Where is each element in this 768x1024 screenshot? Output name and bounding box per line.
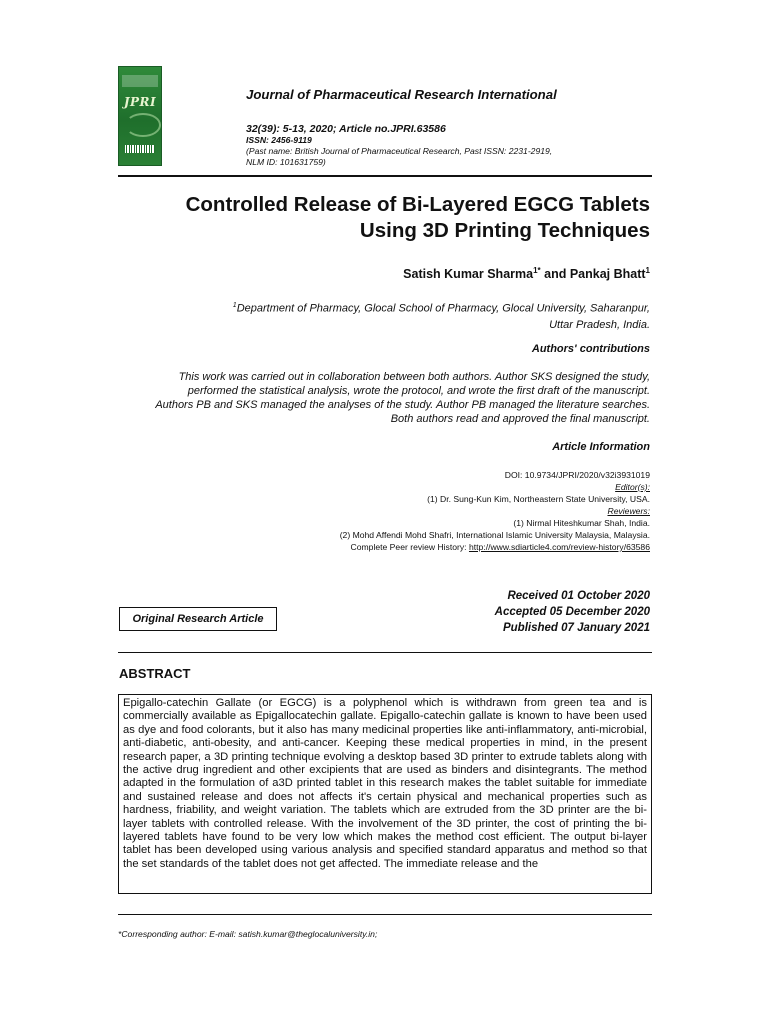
review-history-link[interactable]: http://www.sdiarticle4.com/review-history/63586: [468, 542, 650, 552]
contributions-text: [110, 370, 650, 426]
abstract-heading: ABSTRACT: [119, 666, 191, 681]
section-divider: [118, 652, 652, 653]
issn: ISSN: 2456-9119: [246, 135, 312, 145]
published-date: Published 07 January 2021: [502, 622, 650, 634]
contrib-line: Authors PB and SKS managed the analyses of the study. Author PB managed the literature searches.: [155, 399, 650, 411]
footnote-divider: [118, 914, 652, 915]
abstract-box: [118, 694, 652, 894]
author-connector: and: [540, 267, 570, 282]
contributions-heading: Authors' contributions: [531, 343, 650, 355]
affil-line2: Uttar Pradesh, India.: [549, 318, 650, 331]
reviewer-item: (1) Nirmal Hiteshkumar Shah, India.: [513, 518, 650, 528]
doi[interactable]: DOI: 10.9734/JPRI/2020/v32i3931019: [504, 470, 650, 480]
cover-barcode-icon: [125, 145, 155, 153]
journal-name: Journal of Pharmaceutical Research International: [246, 87, 557, 102]
title-line2: Using 3D Printing Techniques: [359, 219, 650, 242]
affil-sup: 1: [232, 302, 237, 309]
editor-item: (1) Dr. Sung-Kun Kim, Northeastern State University, USA.: [427, 494, 650, 504]
journal-cover-image: [118, 66, 162, 166]
contrib-line: This work was carried out in collaboration between both authors. Author SKS designed the study,: [178, 371, 650, 383]
cover-swirl: [125, 113, 161, 137]
contrib-line: performed the statistical analysis, wrote the protocol, and wrote the first draft of the manuscript.: [187, 385, 650, 397]
author-name: Satish Kumar Sharma: [403, 267, 534, 282]
cover-logo: JPRI: [123, 95, 157, 109]
header-divider: [118, 175, 652, 177]
review-history-label: Complete Peer review History:: [350, 542, 469, 552]
contrib-line: Both authors read and approved the final manuscript.: [390, 413, 650, 425]
title-line1: Controlled Release of Bi-Layered EGCG Tablets: [185, 193, 650, 216]
affiliation: [130, 298, 650, 333]
cover-band: [122, 75, 158, 87]
review-history: [351, 541, 650, 553]
author-name: Pankaj Bhatt: [569, 267, 646, 282]
paper-title: [110, 192, 650, 244]
reviewers-label: Reviewers:: [607, 506, 650, 516]
author-list: [403, 266, 650, 281]
past-name-line2: NLM ID: 101631759): [246, 157, 326, 167]
author-sup: 1*: [533, 266, 541, 275]
editors-label: Editor(s):: [615, 482, 650, 492]
article-info-heading: Article Information: [552, 441, 650, 453]
reviewer-item: (2) Mohd Affendi Mohd Shafri, International Islamic University Malaysia, Malaysia.: [339, 530, 650, 540]
past-name-line1: (Past name: British Journal of Pharmaceutical Research, Past ISSN: 2231-2919,: [246, 146, 553, 156]
abstract-text: Epigallo-catechin Gallate (or EGCG) is a polyphenol which is withdrawn from green tea and is commercially available as Epigallocatechin gallate. Epigallo-catechin gallate is known to have been used as dye and food colorants, but it also has many medicinal properties like anti-inflammatory, anti-microbial, anti-diabetic, anti-obesity, and anti-cancer. Keeping these medical properties in mind, in the present research paper, a 3D printing technique evolving a desktop based 3D printer to extrude tablets along with the active drug ingredient and other excipients that are used as binders and disintegrants. The method adapted in the formulation of a3D printed tablet in this research makes the tablet suitable for immediate and sustained release and does not affects it's certain physical and mechanical properties such as hardness, friability, and weight variation. The tablets which are extruded from the 3D printer are the bi-layer tablets with controlled release. With the involvement of the 3D printer, the cost of printing the bi-layered tablets have found to be very low which makes the method cost efficient. The output bi-layer tablet has been developed using various analysis and specified standard apparatus and method so that the set standards of the tablet does not get affected. The immediate release and the: [123, 697, 647, 870]
accepted-date: Accepted 05 December 2020: [494, 606, 650, 618]
affil-line1: Department of Pharmacy, Glocal School of Pharmacy, Glocal University, Saharanpur,: [236, 302, 650, 315]
corresponding-author-footnote: *Corresponding author: E-mail: satish.kumar@theglocaluniversity.in;: [118, 929, 378, 939]
received-date: Received 01 October 2020: [507, 590, 650, 602]
article-type-badge: Original Research Article: [119, 607, 277, 631]
issue-info: 32(39): 5-13, 2020; Article no.JPRI.63586: [246, 123, 446, 135]
author-sup: 1: [645, 266, 650, 275]
